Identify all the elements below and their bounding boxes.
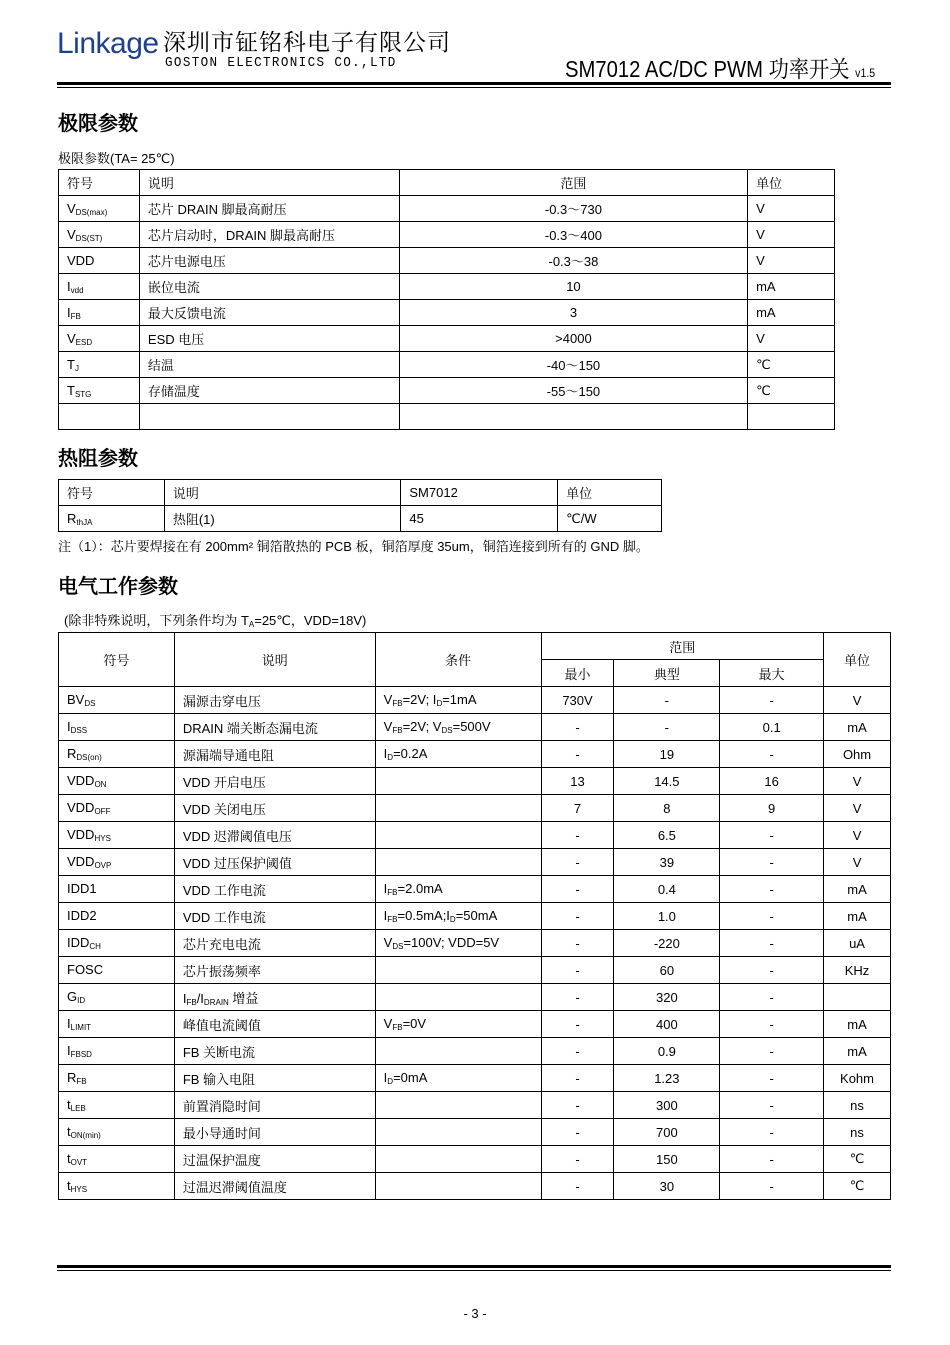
unit-cell: ℃ bbox=[824, 1173, 891, 1200]
condition-cell bbox=[375, 768, 541, 795]
symbol-cell bbox=[59, 1065, 175, 1092]
symbol-subscript: J bbox=[74, 363, 79, 373]
symbol-subscript: ON(min) bbox=[70, 1131, 101, 1140]
symbol-text: IDD bbox=[67, 935, 90, 950]
unit-cell: mA bbox=[824, 1011, 891, 1038]
min-cell: - bbox=[541, 714, 614, 741]
symbol-text: VDD bbox=[67, 252, 95, 268]
typ-cell: 60 bbox=[614, 957, 720, 984]
table-row bbox=[59, 506, 662, 532]
table-row bbox=[59, 795, 891, 822]
table-row bbox=[59, 849, 891, 876]
symbol-subscript: DS(ST) bbox=[75, 233, 103, 243]
unit-cell: mA bbox=[748, 300, 835, 326]
max-cell: - bbox=[720, 1173, 824, 1200]
table-header-row bbox=[59, 480, 662, 506]
max-cell: - bbox=[720, 876, 824, 903]
symbol-subscript: STG bbox=[74, 389, 92, 399]
max-cell: 9 bbox=[720, 795, 824, 822]
footer-rule bbox=[57, 1265, 891, 1268]
symbol-text: t bbox=[67, 1124, 71, 1139]
min-cell: - bbox=[541, 1146, 614, 1173]
column-header: 典型 bbox=[614, 660, 720, 687]
unit-cell: mA bbox=[824, 903, 891, 930]
min-cell: - bbox=[541, 1011, 614, 1038]
symbol-cell bbox=[59, 274, 140, 300]
description-cell: VDD 迟滞阈值电压 bbox=[174, 822, 375, 849]
column-header: 单位 bbox=[558, 480, 662, 506]
unit-cell: V bbox=[748, 326, 835, 352]
table-row bbox=[59, 404, 835, 430]
symbol-subscript: CH bbox=[89, 942, 101, 951]
symbol-text: T bbox=[67, 356, 75, 372]
condition-cell: $I_D=0.2A$ bbox=[375, 741, 541, 768]
table-row bbox=[59, 822, 891, 849]
symbol-subscript: FB bbox=[70, 311, 81, 321]
company-name: 深圳市钲铭科电子有限公司 bbox=[163, 30, 451, 56]
table-row bbox=[59, 768, 891, 795]
table-row bbox=[59, 1038, 891, 1065]
min-cell: - bbox=[541, 1173, 614, 1200]
typ-cell: 1.0 bbox=[614, 903, 720, 930]
max-cell: - bbox=[720, 1146, 824, 1173]
header-rule-thin bbox=[57, 87, 891, 88]
max-cell: 16 bbox=[720, 768, 824, 795]
symbol-subscript: DSS bbox=[70, 726, 88, 735]
symbol-text: BV bbox=[67, 692, 85, 707]
section-heading-thermal: 热阻参数 bbox=[58, 446, 138, 470]
table-row bbox=[59, 1011, 891, 1038]
table-row bbox=[59, 984, 891, 1011]
unit-cell: V bbox=[748, 248, 835, 274]
min-cell: - bbox=[541, 876, 614, 903]
symbol-cell bbox=[59, 1092, 175, 1119]
symbol-cell bbox=[59, 248, 140, 274]
unit-cell: ns bbox=[824, 1092, 891, 1119]
max-cell: - bbox=[720, 903, 824, 930]
symbol-cell bbox=[59, 352, 140, 378]
unit-cell: V bbox=[748, 222, 835, 248]
typ-cell: -220 bbox=[614, 930, 720, 957]
title-text: SM7012 AC/DC PWM 功率开关 bbox=[565, 56, 850, 82]
symbol-text: IDD2 bbox=[67, 908, 97, 923]
symbol-text: R bbox=[67, 1070, 77, 1085]
symbol-cell bbox=[59, 326, 140, 352]
typ-cell: 30 bbox=[614, 1173, 720, 1200]
unit-cell: mA bbox=[824, 876, 891, 903]
range-cell bbox=[399, 404, 747, 430]
table-header-row bbox=[59, 170, 835, 196]
description-cell: 芯片电源电压 bbox=[139, 248, 399, 274]
symbol-text: VDD bbox=[67, 800, 95, 815]
unit-cell: V bbox=[824, 795, 891, 822]
column-header: 最大 bbox=[720, 660, 824, 687]
symbol-cell bbox=[59, 957, 175, 984]
symbol-cell bbox=[59, 930, 175, 957]
symbol-subscript: OVT bbox=[70, 1158, 88, 1167]
typ-cell: 0.9 bbox=[614, 1038, 720, 1065]
unit-cell: ℃ bbox=[748, 352, 835, 378]
unit-cell: ℃ bbox=[824, 1146, 891, 1173]
range-cell: 10 bbox=[399, 274, 747, 300]
description-cell: 前置消隐时间 bbox=[174, 1092, 375, 1119]
header-rule bbox=[57, 82, 891, 85]
table-row bbox=[59, 352, 835, 378]
symbol-subscript: HYS bbox=[94, 834, 111, 843]
column-header: 单位 bbox=[748, 170, 835, 196]
symbol-cell bbox=[59, 196, 140, 222]
footer-rule-thin bbox=[57, 1270, 891, 1271]
company-name-en: GOSTON ELECTRONICS CO.,LTD bbox=[165, 55, 397, 71]
range-cell: -40～150 bbox=[399, 352, 747, 378]
unit-cell: uA bbox=[824, 930, 891, 957]
symbol-subscript: ON bbox=[94, 780, 107, 789]
symbol-text: VDD bbox=[67, 773, 95, 788]
min-cell: 13 bbox=[541, 768, 614, 795]
column-header: 说明 bbox=[164, 480, 401, 506]
symbol-subscript: DS(max) bbox=[75, 207, 108, 217]
description-cell: 芯片 DRAIN 脚最高耐压 bbox=[139, 196, 399, 222]
table-row bbox=[59, 326, 835, 352]
unit-cell: V bbox=[748, 196, 835, 222]
symbol-subscript: DS(on) bbox=[76, 753, 102, 762]
description-cell: VDD 工作电流 bbox=[174, 876, 375, 903]
table-row bbox=[59, 903, 891, 930]
description-cell: $I_{FB}/I_{DRAIN}$ 增益 bbox=[174, 984, 375, 1011]
column-header: 符号 bbox=[59, 633, 175, 687]
abs-max-table bbox=[58, 169, 835, 430]
max-cell: - bbox=[720, 1065, 824, 1092]
min-cell: - bbox=[541, 1092, 614, 1119]
description-cell: 最小导通时间 bbox=[174, 1119, 375, 1146]
range-cell: -55～150 bbox=[399, 378, 747, 404]
range-cell: -0.3～400 bbox=[399, 222, 747, 248]
column-header: 符号 bbox=[59, 480, 165, 506]
description-cell: ESD 电压 bbox=[139, 326, 399, 352]
condition-cell: $V_{FB}=2V$; $V_{DS}=500V$ bbox=[375, 714, 541, 741]
min-cell: - bbox=[541, 822, 614, 849]
symbol-subscript: vdd bbox=[70, 285, 84, 295]
electrical-table bbox=[58, 632, 891, 1200]
caption-text-end: =25℃，VDD=18V) bbox=[254, 613, 367, 628]
symbol-subscript: DS bbox=[84, 699, 96, 708]
max-cell: - bbox=[720, 1092, 824, 1119]
thermal-table bbox=[58, 479, 662, 532]
caption-subscript: A bbox=[248, 620, 255, 629]
unit-cell: ℃/W bbox=[558, 506, 662, 532]
condition-cell bbox=[375, 1146, 541, 1173]
min-cell: - bbox=[541, 957, 614, 984]
version-label: v1.5 bbox=[855, 66, 876, 80]
description-cell: VDD 开启电压 bbox=[174, 768, 375, 795]
symbol-text: t bbox=[67, 1097, 71, 1112]
electrical-caption bbox=[64, 610, 366, 629]
table-row bbox=[59, 378, 835, 404]
table-header-row bbox=[59, 633, 891, 660]
table-row bbox=[59, 222, 835, 248]
typ-cell: 6.5 bbox=[614, 822, 720, 849]
symbol-cell bbox=[59, 903, 175, 930]
description-cell: 峰值电流阈值 bbox=[174, 1011, 375, 1038]
table-row bbox=[59, 1173, 891, 1200]
min-cell: 7 bbox=[541, 795, 614, 822]
description-cell: 漏源击穿电压 bbox=[174, 687, 375, 714]
unit-cell: Ohm bbox=[824, 741, 891, 768]
description-cell: 存储温度 bbox=[139, 378, 399, 404]
min-cell: - bbox=[541, 849, 614, 876]
condition-cell: $I_{FB}=2.0mA$ bbox=[375, 876, 541, 903]
symbol-text: I bbox=[67, 304, 71, 320]
column-header: 范围 bbox=[399, 170, 747, 196]
table-row bbox=[59, 300, 835, 326]
table-row bbox=[59, 1146, 891, 1173]
caption-text: (除非特殊说明，下列条件均为 T bbox=[64, 613, 249, 628]
section-heading-abs-max: 极限参数 bbox=[58, 111, 138, 135]
thermal-note: 注（1）：芯片要焊接在有 200mm² 铜箔散热的 PCB 板，铜箔厚度 35um，铜箔连接到所有的 GND 脚。 bbox=[58, 539, 649, 554]
unit-cell: V bbox=[824, 849, 891, 876]
unit-cell: V bbox=[824, 687, 891, 714]
symbol-text: R bbox=[67, 746, 77, 761]
typ-cell: 8 bbox=[614, 795, 720, 822]
symbol-cell bbox=[59, 1119, 175, 1146]
condition-cell bbox=[375, 1038, 541, 1065]
symbol-cell bbox=[59, 222, 140, 248]
unit-cell: ℃ bbox=[748, 378, 835, 404]
min-cell: 730V bbox=[541, 687, 614, 714]
max-cell: - bbox=[720, 930, 824, 957]
min-cell: - bbox=[541, 741, 614, 768]
abs-max-caption: 极限参数(TA= 25℃) bbox=[58, 151, 175, 166]
symbol-text: FOSC bbox=[67, 962, 104, 977]
symbol-text: t bbox=[67, 1151, 71, 1166]
description-cell: 芯片充电电流 bbox=[174, 930, 375, 957]
condition-cell: $V_{FB}=2V$; $I_D=1mA$ bbox=[375, 687, 541, 714]
max-cell: - bbox=[720, 1011, 824, 1038]
symbol-subscript: thJA bbox=[76, 517, 93, 527]
range-cell: 3 bbox=[399, 300, 747, 326]
typ-cell: - bbox=[614, 714, 720, 741]
condition-cell bbox=[375, 822, 541, 849]
typ-cell: 300 bbox=[614, 1092, 720, 1119]
description-cell: 过温保护温度 bbox=[174, 1146, 375, 1173]
description-cell: VDD 关闭电压 bbox=[174, 795, 375, 822]
symbol-subscript: FB bbox=[76, 1077, 87, 1086]
table-row bbox=[59, 196, 835, 222]
symbol-cell bbox=[59, 876, 175, 903]
symbol-text: V bbox=[67, 200, 76, 216]
symbol-cell bbox=[59, 506, 165, 532]
description-cell: 源漏端导通电阻 bbox=[174, 741, 375, 768]
electrical-table-body bbox=[59, 633, 891, 1200]
symbol-text: V bbox=[67, 226, 76, 242]
symbol-cell bbox=[59, 795, 175, 822]
symbol-subscript: LIMIT bbox=[70, 1023, 92, 1032]
max-cell: - bbox=[720, 849, 824, 876]
table-row bbox=[59, 1092, 891, 1119]
symbol-subscript: LEB bbox=[70, 1104, 86, 1113]
description-cell bbox=[139, 404, 399, 430]
symbol-subscript: OVP bbox=[94, 861, 112, 870]
max-cell: - bbox=[720, 1038, 824, 1065]
description-cell: VDD 工作电流 bbox=[174, 903, 375, 930]
range-cell: >4000 bbox=[399, 326, 747, 352]
column-header: 符号 bbox=[59, 170, 140, 196]
brand-logo: Linkage bbox=[57, 27, 159, 60]
symbol-cell bbox=[59, 768, 175, 795]
max-cell: - bbox=[720, 984, 824, 1011]
table-row bbox=[59, 714, 891, 741]
symbol-subscript: ID bbox=[77, 996, 86, 1005]
condition-cell bbox=[375, 1092, 541, 1119]
symbol-text: I bbox=[67, 278, 71, 294]
column-header: 说明 bbox=[174, 633, 375, 687]
table-row bbox=[59, 1119, 891, 1146]
unit-cell: Kohm bbox=[824, 1065, 891, 1092]
condition-cell bbox=[375, 1119, 541, 1146]
symbol-cell bbox=[59, 822, 175, 849]
typ-cell: 1.23 bbox=[614, 1065, 720, 1092]
condition-cell bbox=[375, 795, 541, 822]
symbol-text: V bbox=[67, 330, 76, 346]
unit-cell bbox=[748, 404, 835, 430]
page-number: - 3 - bbox=[463, 1306, 487, 1321]
min-cell: - bbox=[541, 1038, 614, 1065]
condition-cell bbox=[375, 1173, 541, 1200]
description-cell: FB 关断电流 bbox=[174, 1038, 375, 1065]
unit-cell: KHz bbox=[824, 957, 891, 984]
condition-cell bbox=[375, 984, 541, 1011]
value-cell: 45 bbox=[401, 506, 558, 532]
typ-cell: 700 bbox=[614, 1119, 720, 1146]
description-cell: 芯片启动时，DRAIN 脚最高耐压 bbox=[139, 222, 399, 248]
symbol-cell bbox=[59, 687, 175, 714]
description-cell: 热阻(1) bbox=[164, 506, 401, 532]
range-cell: -0.3～730 bbox=[399, 196, 747, 222]
max-cell: - bbox=[720, 687, 824, 714]
min-cell: - bbox=[541, 1065, 614, 1092]
unit-cell: mA bbox=[748, 274, 835, 300]
condition-cell: $I_{FB}=0.5mA;I_D=50mA$ bbox=[375, 903, 541, 930]
symbol-text: I bbox=[67, 719, 71, 734]
unit-cell: V bbox=[824, 822, 891, 849]
column-header: 条件 bbox=[375, 633, 541, 687]
table-row bbox=[59, 274, 835, 300]
symbol-cell bbox=[59, 849, 175, 876]
symbol-subscript: OFF bbox=[94, 807, 111, 816]
table-row bbox=[59, 957, 891, 984]
table-row bbox=[59, 741, 891, 768]
symbol-cell bbox=[59, 984, 175, 1011]
symbol-text: T bbox=[67, 382, 75, 398]
symbol-cell bbox=[59, 404, 140, 430]
typ-cell: 400 bbox=[614, 1011, 720, 1038]
symbol-text: t bbox=[67, 1178, 71, 1193]
column-header: SM7012 bbox=[401, 480, 558, 506]
symbol-text: I bbox=[67, 1043, 71, 1058]
symbol-subscript: ESD bbox=[75, 337, 93, 347]
description-cell: 结温 bbox=[139, 352, 399, 378]
typ-cell: 39 bbox=[614, 849, 720, 876]
description-cell: 芯片振荡频率 bbox=[174, 957, 375, 984]
section-heading-electrical: 电气工作参数 bbox=[58, 574, 178, 598]
abs-max-table-body bbox=[59, 170, 835, 430]
document-title bbox=[565, 51, 875, 84]
symbol-subscript: HYS bbox=[70, 1185, 88, 1194]
symbol-text: VDD bbox=[67, 854, 95, 869]
table-row bbox=[59, 930, 891, 957]
symbol-cell bbox=[59, 1011, 175, 1038]
condition-cell: $I_D=0mA$ bbox=[375, 1065, 541, 1092]
symbol-cell bbox=[59, 300, 140, 326]
symbol-cell bbox=[59, 1146, 175, 1173]
description-cell: DRAIN 端关断态漏电流 bbox=[174, 714, 375, 741]
condition-cell bbox=[375, 849, 541, 876]
table-row bbox=[59, 1065, 891, 1092]
typ-cell: 19 bbox=[614, 741, 720, 768]
typ-cell: 150 bbox=[614, 1146, 720, 1173]
symbol-text: VDD bbox=[67, 827, 95, 842]
unit-cell: V bbox=[824, 768, 891, 795]
typ-cell: 0.4 bbox=[614, 876, 720, 903]
symbol-text: IDD1 bbox=[67, 881, 97, 896]
range-cell: -0.3～38 bbox=[399, 248, 747, 274]
condition-cell: $V_{FB}=0V$ bbox=[375, 1011, 541, 1038]
description-cell: 过温迟滞阈值温度 bbox=[174, 1173, 375, 1200]
description-cell: 最大反馈电流 bbox=[139, 300, 399, 326]
column-header: 范围 bbox=[541, 633, 823, 660]
symbol-cell bbox=[59, 741, 175, 768]
min-cell: - bbox=[541, 1119, 614, 1146]
description-cell: 嵌位电流 bbox=[139, 274, 399, 300]
min-cell: - bbox=[541, 930, 614, 957]
symbol-text: G bbox=[67, 989, 78, 1004]
typ-cell: - bbox=[614, 687, 720, 714]
symbol-subscript: FBSD bbox=[70, 1050, 92, 1059]
typ-cell: 320 bbox=[614, 984, 720, 1011]
symbol-text: R bbox=[67, 510, 77, 526]
table-row bbox=[59, 248, 835, 274]
unit-cell: ns bbox=[824, 1119, 891, 1146]
max-cell: - bbox=[720, 741, 824, 768]
symbol-cell bbox=[59, 1173, 175, 1200]
description-cell: VDD 过压保护阈值 bbox=[174, 849, 375, 876]
min-cell: - bbox=[541, 903, 614, 930]
max-cell: - bbox=[720, 1119, 824, 1146]
table-row bbox=[59, 687, 891, 714]
column-header: 最小 bbox=[541, 660, 614, 687]
symbol-cell bbox=[59, 1038, 175, 1065]
max-cell: - bbox=[720, 957, 824, 984]
condition-cell: $V_{DS}=100V$; VDD=5V bbox=[375, 930, 541, 957]
table-row bbox=[59, 876, 891, 903]
description-cell: FB 输入电阻 bbox=[174, 1065, 375, 1092]
column-header: 单位 bbox=[824, 633, 891, 687]
unit-cell: mA bbox=[824, 1038, 891, 1065]
symbol-cell bbox=[59, 714, 175, 741]
typ-cell: 14.5 bbox=[614, 768, 720, 795]
min-cell: - bbox=[541, 984, 614, 1011]
max-cell: 0.1 bbox=[720, 714, 824, 741]
condition-cell bbox=[375, 957, 541, 984]
max-cell: - bbox=[720, 822, 824, 849]
symbol-cell bbox=[59, 378, 140, 404]
column-header: 说明 bbox=[139, 170, 399, 196]
unit-cell bbox=[824, 984, 891, 1011]
symbol-text: I bbox=[67, 1016, 71, 1031]
unit-cell: mA bbox=[824, 714, 891, 741]
